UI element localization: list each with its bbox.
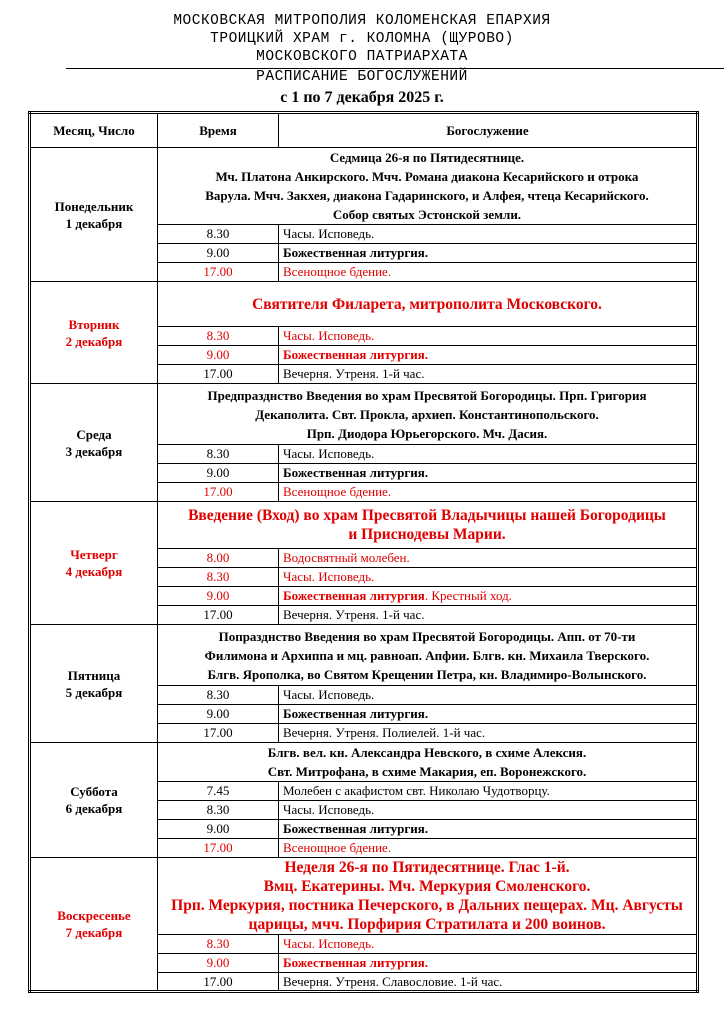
service-name: Божественная литургия. (283, 706, 429, 721)
feast-line: Свт. Митрофана, в схиме Макария, еп. Воронежского. (267, 764, 587, 779)
service-name-cell (279, 568, 698, 587)
feast-line: и Приснодевы Марии. (348, 526, 506, 543)
feast-line: Собор святых Эстонской земли. (332, 207, 522, 222)
service-time: 9.00 (158, 954, 279, 973)
service-name: Божественная литургия. (283, 821, 429, 836)
feast-line: Филимона и Архиппа и мц. равноап. Апфии. Блгв. кн. Михаила Тверского. (204, 647, 650, 663)
service-name: Часы. Исповедь. (283, 936, 375, 951)
weekday-label: Среда (76, 426, 112, 442)
feast-line: Введение (Вход) во храм Пресвятой Владычицы нашей Богородицы (188, 507, 666, 524)
date-label: 1 декабря (65, 215, 123, 231)
service-name: Часы. Исповедь. (283, 328, 375, 343)
feast-line: Блгв. Ярополка, во Святом Крещении Петра, кн. Владимиро-Волынского. (207, 666, 647, 682)
service-time: 9.00 (158, 464, 279, 483)
weekday-label: Вторник (68, 316, 120, 332)
col-day-header: Месяц, Число (30, 113, 158, 148)
service-name: Часы. Исповедь. (283, 446, 375, 461)
service-time: 17.00 (158, 365, 279, 384)
service-name: Всенощное бдение. (283, 484, 392, 499)
service-time: 8.30 (158, 445, 279, 464)
feast-description (158, 625, 698, 686)
service-name: Божественная литургия. (283, 347, 429, 362)
feast-description (158, 282, 698, 327)
service-time: 9.00 (158, 820, 279, 839)
feast-line: Прп. Меркурия, постника Печерского, в Дальних пещерах. Мц. Августы (171, 897, 683, 914)
day-cell (30, 502, 158, 625)
feast-line: Декаполита. Свт. Прокла, архиеп. Константинопольского. (255, 406, 599, 422)
day-cell (30, 148, 158, 282)
service-time: 9.00 (158, 244, 279, 263)
col-time-header: Время (158, 113, 279, 148)
service-name: Всенощное бдение. (283, 840, 392, 855)
weekday-label: Понедельник (54, 198, 134, 214)
service-name: Часы. Исповедь. (283, 226, 375, 241)
service-name-cell (279, 782, 698, 801)
service-time: 8.30 (158, 327, 279, 346)
day-feast-row (30, 148, 698, 225)
service-name: Божественная литургия. (283, 245, 429, 260)
service-time: 17.00 (158, 839, 279, 858)
schedule-table (28, 111, 699, 993)
feast-line: Попразднство Введения во храм Пресвятой Богородицы. Апп. от 70-ти (218, 628, 636, 644)
feast-description (158, 743, 698, 782)
date-label: 5 декабря (65, 684, 123, 700)
feast-line: Святителя Филарета, митрополита Московского. (252, 295, 602, 313)
weekday-label: Воскресенье (57, 908, 131, 923)
feast-line: Неделя 26-я по Пятидесятнице. Глас 1-й. (284, 859, 570, 876)
feast-line: Прп. Диодора Юрьегорского. Мч. Дасия. (306, 425, 548, 441)
day-cell (30, 384, 158, 502)
service-time: 9.00 (158, 587, 279, 606)
service-time: 8.30 (158, 225, 279, 244)
day-feast-row (30, 625, 698, 686)
date-label: 3 декабря (65, 443, 123, 459)
feast-description (158, 148, 698, 225)
weekday-label: Четверг (70, 547, 118, 562)
weekday-label: Суббота (70, 784, 118, 799)
day-cell (30, 858, 158, 992)
feast-line: Варула. Мчч. Закхея, диакона Гадаринского, и Алфея, чтеца Кесарийского. (205, 188, 649, 203)
service-name-cell (279, 973, 698, 992)
service-name: Божественная литургия. (283, 465, 429, 480)
service-name: Молебен с акафистом свт. Николаю Чудотворцу. (283, 783, 550, 798)
service-name-cell (279, 935, 698, 954)
service-name: Часы. Исповедь. (283, 802, 375, 817)
service-name-cell (279, 954, 698, 973)
service-name-cell (279, 225, 698, 244)
feast-line: Седмица 26-я по Пятидесятнице. (329, 150, 525, 165)
service-name: Божественная литургия. (283, 955, 429, 970)
service-name-cell (279, 549, 698, 568)
service-time: 17.00 (158, 483, 279, 502)
header-line-1: МОСКОВСКАЯ МИТРОПОЛИЯ КОЛОМЕНСКАЯ ЕПАРХИЯ (173, 13, 551, 29)
header-line-3: МОСКОВСКОГО ПАТРИАРХАТА (256, 49, 468, 65)
feast-description (158, 384, 698, 445)
date-label: 7 декабря (65, 925, 123, 940)
service-name: Вечерня. Утреня. 1-й час. (283, 607, 425, 622)
service-time: 17.00 (158, 606, 279, 625)
day-feast-row (30, 743, 698, 782)
date-label: 4 декабря (65, 564, 123, 579)
service-name-cell (279, 445, 698, 464)
diocese-header (0, 12, 724, 66)
day-feast-row (30, 282, 698, 327)
day-feast-row (30, 858, 698, 935)
service-name: Всенощное бдение. (283, 264, 392, 279)
day-cell (30, 625, 158, 743)
date-label: 6 декабря (65, 801, 123, 816)
col-service-header: Богослужение (279, 113, 698, 148)
service-name: Часы. Исповедь. (283, 569, 375, 584)
service-name-cell (279, 839, 698, 858)
date-range: с 1 по 7 декабря 2025 г. (280, 89, 444, 106)
service-name-cell (279, 346, 698, 365)
feast-description (158, 858, 698, 935)
schedule-subtitle: РАСПИСАНИЕ БОГОСЛУЖЕНИЙ (256, 69, 468, 85)
service-name-cell (279, 263, 698, 282)
date-label: 2 декабря (65, 333, 123, 349)
service-time: 8.00 (158, 549, 279, 568)
service-name-cell (279, 606, 698, 625)
service-time: 8.30 (158, 568, 279, 587)
service-name-cell (279, 820, 698, 839)
service-name: Божественная литургия (283, 588, 425, 603)
day-feast-row (30, 384, 698, 445)
service-name: Вечерня. Утреня. Славословие. 1-й час. (283, 973, 503, 989)
service-name-cell (279, 244, 698, 263)
feast-line: Вмц. Екатерины. Мч. Меркурия Смоленского. (263, 878, 591, 895)
service-time: 17.00 (158, 973, 279, 992)
service-name-cell (279, 724, 698, 743)
service-name-cell (279, 464, 698, 483)
service-name: Вечерня. Утреня. Полиелей. 1-й час. (283, 725, 486, 740)
service-time: 17.00 (158, 263, 279, 282)
service-name: Вечерня. Утреня. 1-й час. (283, 366, 425, 381)
header-line-2: ТРОИЦКИЙ ХРАМ г. КОЛОМНА (ЩУРОВО) (210, 31, 514, 47)
schedule-body (30, 148, 698, 992)
service-name-cell (279, 587, 698, 606)
feast-description (158, 502, 698, 549)
table-header-row (30, 113, 698, 148)
day-cell (30, 282, 158, 384)
service-time: 8.30 (158, 935, 279, 954)
service-name-cell (279, 365, 698, 384)
service-name-cell (279, 327, 698, 346)
service-time: 8.30 (158, 801, 279, 820)
feast-line: царицы, мчч. Порфирия Стратилата и 200 воинов. (248, 916, 606, 933)
service-time: 9.00 (158, 346, 279, 365)
service-time: 17.00 (158, 724, 279, 743)
service-time: 7.45 (158, 782, 279, 801)
service-name: Водосвятный молебен. (283, 550, 410, 565)
weekday-label: Пятница (67, 667, 121, 683)
feast-line: Мч. Платона Анкирского. Мчч. Романа диакона Кесарийского и отрока (215, 169, 639, 184)
service-time: 9.00 (158, 705, 279, 724)
service-name-cell (279, 801, 698, 820)
service-time: 8.30 (158, 686, 279, 705)
service-name-cell (279, 483, 698, 502)
service-name: Часы. Исповедь. (283, 687, 375, 702)
feast-line: Предпразднство Введения во храм Пресвятой Богородицы. Прп. Григория (207, 387, 647, 403)
service-name-cell (279, 705, 698, 724)
service-name-cell (279, 686, 698, 705)
service-note: . Крестный ход. (424, 588, 512, 603)
day-cell (30, 743, 158, 858)
feast-line: Блгв. вел. кн. Александра Невского, в схиме Алексия. (267, 745, 587, 760)
day-feast-row (30, 502, 698, 549)
